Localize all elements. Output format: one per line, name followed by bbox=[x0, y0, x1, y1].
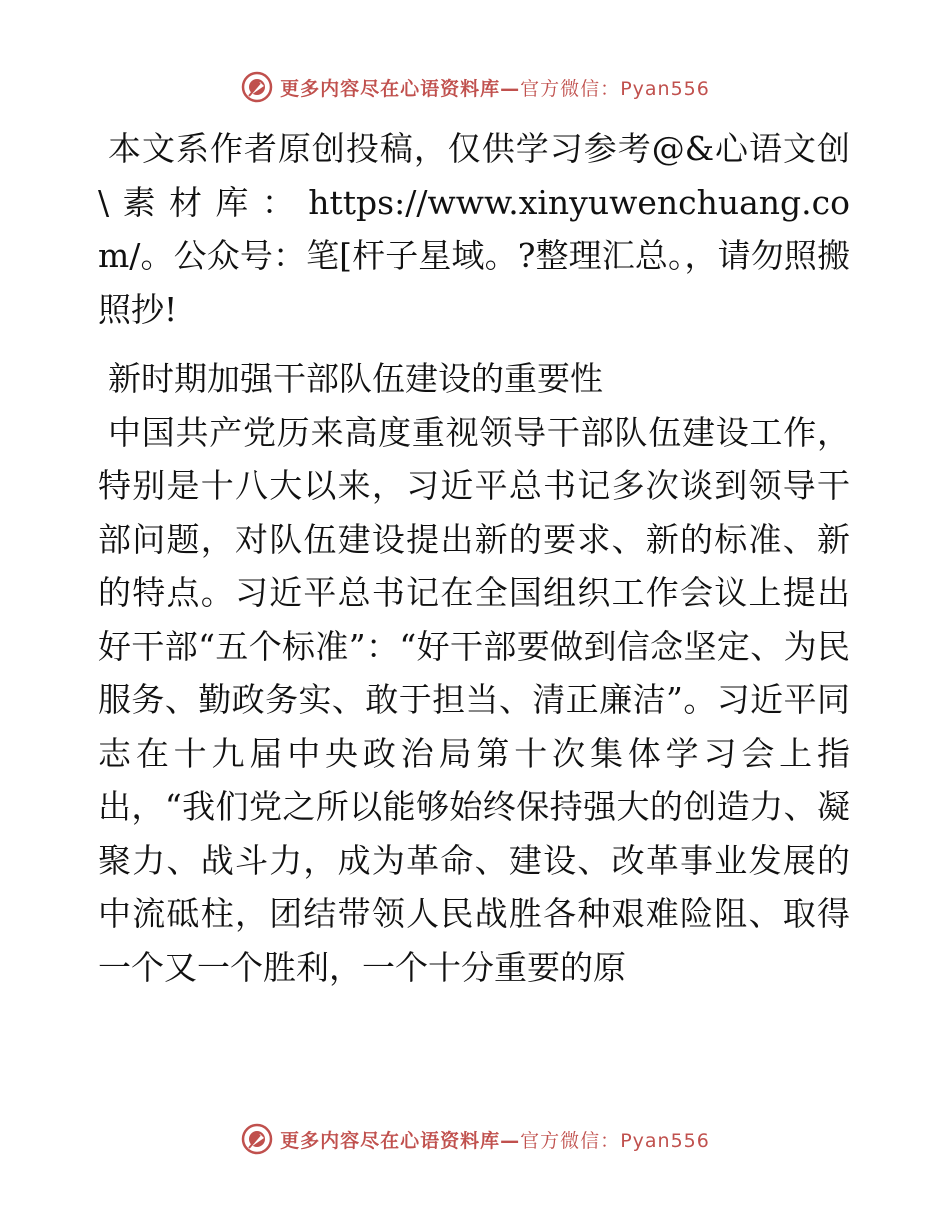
banner-wechat-label: 官方微信： bbox=[520, 77, 621, 100]
pen-nib-logo-icon bbox=[240, 1122, 274, 1156]
banner-text bbox=[280, 74, 710, 101]
document-content bbox=[98, 122, 850, 994]
header-banner bbox=[0, 70, 950, 104]
banner-wechat-id: Pyan556 bbox=[620, 1129, 710, 1152]
banner-site-text: 更多内容尽在心语资料库— bbox=[280, 1129, 521, 1152]
body-paragraph: 中国共产党历来高度重视领导干部队伍建设工作，特别是十八大以来，习近平总书记多次谈到领导干部问题，对队伍建设提出新的要求、新的标准、新的特点。习近平总书记在全国组织工作会议上提出好干部“五个标准”：“好干部要做到信念坚定、为民服务、勤政务实、敢于担当、清正廉洁”。习近平同志在十九届中央政治局第十次集体学习会上指出，“我们党之所以能够始终保持强大的创造力、凝聚力、战斗力，成为革命、建设、改革事业发展的中流砥柱，团结带领人民战胜各种艰难险阻、取得一个又一个胜利，一个十分重要的原 bbox=[98, 412, 850, 987]
footer-banner bbox=[0, 1122, 950, 1156]
banner-wechat-label: 官方微信： bbox=[520, 1129, 621, 1152]
banner-site-text: 更多内容尽在心语资料库— bbox=[280, 77, 521, 100]
document-title: 新时期加强干部队伍建设的重要性 bbox=[108, 359, 603, 398]
copyright-notice: 本文系作者原创投稿，仅供学习参考@&心语文创\素材库：https://www.xinyuwenchuang.com/。公众号：笔[杆子星域。?整理汇总。，请勿照搬照抄! bbox=[98, 129, 850, 329]
pen-nib-logo-icon bbox=[240, 70, 274, 104]
banner-wechat-id: Pyan556 bbox=[620, 77, 710, 100]
banner-text bbox=[280, 1126, 710, 1153]
